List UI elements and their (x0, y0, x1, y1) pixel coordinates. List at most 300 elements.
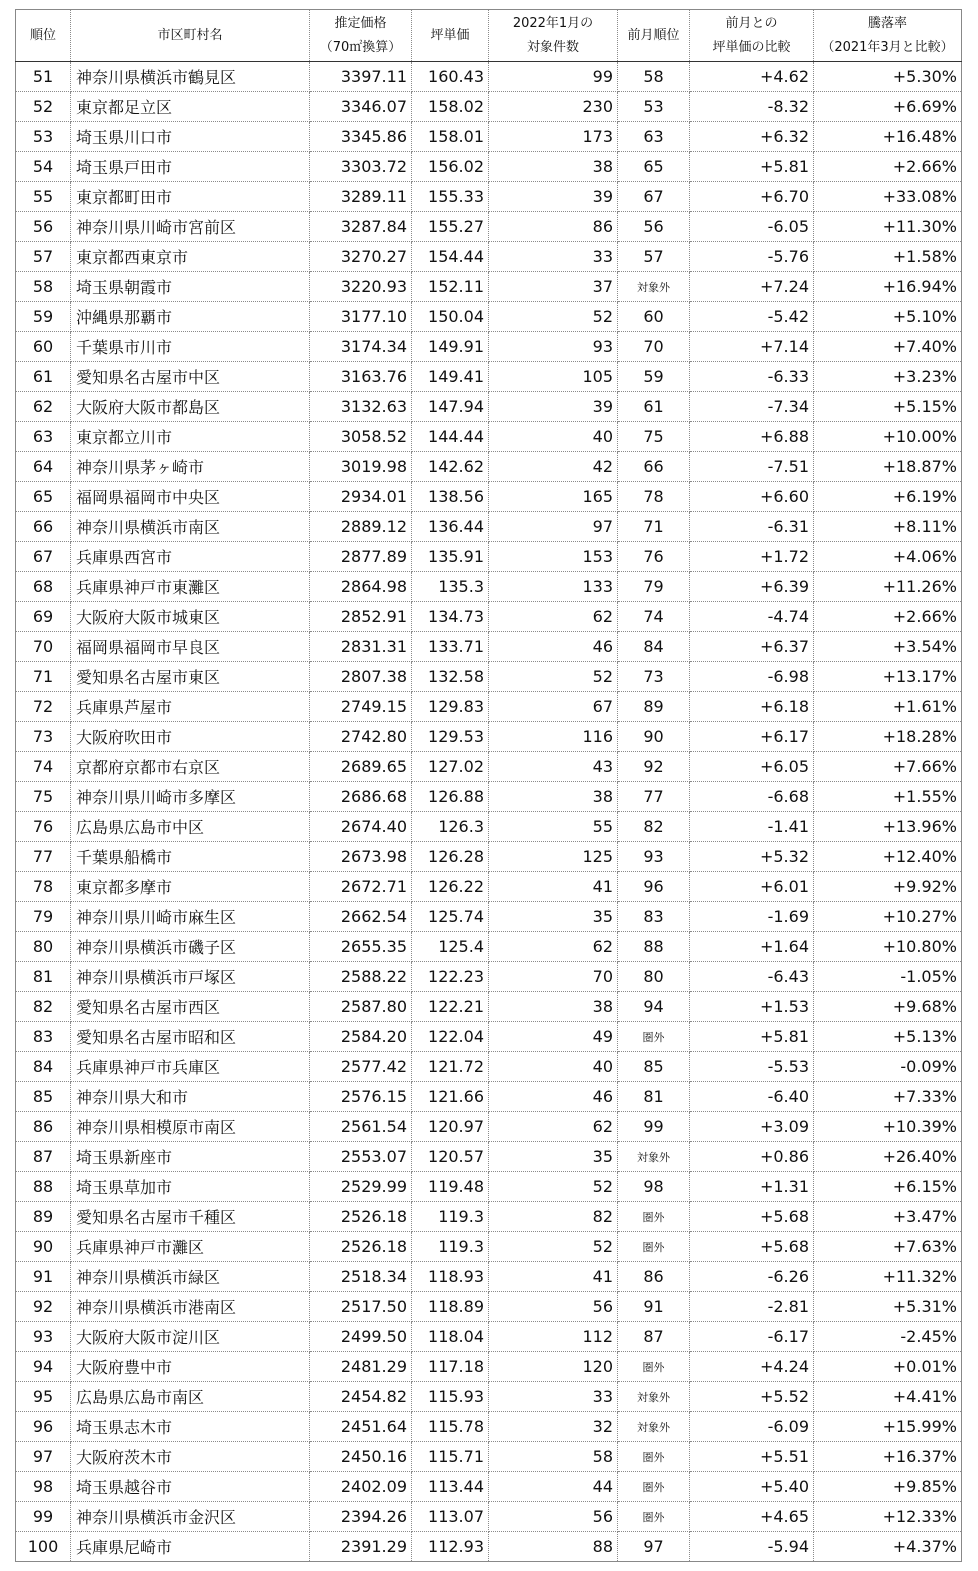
cell-prev-rank: 圏外 (618, 1352, 690, 1382)
cell-count: 33 (489, 1382, 618, 1412)
cell-prev-rank: 74 (618, 602, 690, 632)
cell-diff: +5.40 (690, 1472, 814, 1502)
cell-prev-rank: 圏外 (618, 1442, 690, 1472)
cell-municipality: 東京都西東京市 (71, 242, 310, 272)
cell-rate: +4.06% (814, 542, 962, 572)
cell-tsubo-price: 138.56 (412, 482, 489, 512)
cell-estimated-price: 3289.11 (310, 182, 412, 212)
table-row (16, 392, 962, 422)
cell-prev-rank: 77 (618, 782, 690, 812)
cell-rate: +1.55% (814, 782, 962, 812)
cell-estimated-price: 3058.52 (310, 422, 412, 452)
cell-tsubo-price: 120.57 (412, 1142, 489, 1172)
cell-tsubo-price: 158.02 (412, 92, 489, 122)
cell-rate: +12.40% (814, 842, 962, 872)
cell-municipality: 東京都多摩市 (71, 872, 310, 902)
cell-rate: +5.10% (814, 302, 962, 332)
cell-rate: +5.13% (814, 1022, 962, 1052)
cell-tsubo-price: 158.01 (412, 122, 489, 152)
cell-prev-rank: 73 (618, 662, 690, 692)
cell-estimated-price: 2561.54 (310, 1112, 412, 1142)
cell-count: 39 (489, 182, 618, 212)
cell-diff: +0.86 (690, 1142, 814, 1172)
cell-rate: +18.28% (814, 722, 962, 752)
cell-rate: +11.32% (814, 1262, 962, 1292)
cell-estimated-price: 2518.34 (310, 1262, 412, 1292)
cell-rank: 66 (16, 512, 71, 542)
cell-rate: +3.47% (814, 1202, 962, 1232)
table-row (16, 692, 962, 722)
cell-diff: -8.32 (690, 92, 814, 122)
cell-municipality: 千葉県船橋市 (71, 842, 310, 872)
table-row (16, 572, 962, 602)
table-row (16, 1532, 962, 1562)
cell-rate: +16.48% (814, 122, 962, 152)
header-name (71, 10, 310, 62)
cell-prev-rank: 96 (618, 872, 690, 902)
cell-rate: +5.15% (814, 392, 962, 422)
cell-estimated-price: 2662.54 (310, 902, 412, 932)
cell-diff: +3.09 (690, 1112, 814, 1142)
cell-prev-rank: 90 (618, 722, 690, 752)
cell-tsubo-price: 113.07 (412, 1502, 489, 1532)
cell-municipality: 神奈川県横浜市鶴見区 (71, 62, 310, 92)
cell-rate: +6.15% (814, 1172, 962, 1202)
header-diff-line1: 前月との (725, 15, 778, 31)
cell-prev-rank: 60 (618, 302, 690, 332)
table-row (16, 1112, 962, 1142)
cell-municipality: 愛知県名古屋市西区 (71, 992, 310, 1022)
cell-diff: +5.68 (690, 1202, 814, 1232)
cell-estimated-price: 2655.35 (310, 932, 412, 962)
cell-diff: +6.88 (690, 422, 814, 452)
cell-prev-rank: 65 (618, 152, 690, 182)
cell-municipality: 埼玉県新座市 (71, 1142, 310, 1172)
cell-prev-rank: 67 (618, 182, 690, 212)
cell-count: 44 (489, 1472, 618, 1502)
cell-count: 40 (489, 422, 618, 452)
cell-estimated-price: 2852.91 (310, 602, 412, 632)
table-row (16, 812, 962, 842)
cell-tsubo-price: 112.93 (412, 1532, 489, 1562)
cell-rank: 83 (16, 1022, 71, 1052)
cell-municipality: 福岡県福岡市早良区 (71, 632, 310, 662)
cell-rank: 95 (16, 1382, 71, 1412)
cell-tsubo-price: 129.83 (412, 692, 489, 722)
cell-municipality: 沖縄県那覇市 (71, 302, 310, 332)
cell-tsubo-price: 117.18 (412, 1352, 489, 1382)
cell-municipality: 兵庫県神戸市兵庫区 (71, 1052, 310, 1082)
cell-rate: -0.09% (814, 1052, 962, 1082)
cell-prev-rank: 圏外 (618, 1502, 690, 1532)
cell-count: 38 (489, 782, 618, 812)
cell-municipality: 大阪府大阪市城東区 (71, 602, 310, 632)
table-row (16, 122, 962, 152)
cell-prev-rank: 71 (618, 512, 690, 542)
cell-rate: +3.54% (814, 632, 962, 662)
cell-prev-rank: 75 (618, 422, 690, 452)
cell-rank: 56 (16, 212, 71, 242)
cell-tsubo-price: 121.66 (412, 1082, 489, 1112)
cell-count: 42 (489, 452, 618, 482)
cell-tsubo-price: 118.93 (412, 1262, 489, 1292)
table-row (16, 872, 962, 902)
cell-rate: +11.30% (814, 212, 962, 242)
header-prev-rank-label: 前月順位 (627, 27, 680, 43)
header-count-line2: 対象件数 (526, 39, 579, 55)
cell-rank: 87 (16, 1142, 71, 1172)
cell-diff: -6.68 (690, 782, 814, 812)
cell-tsubo-price: 127.02 (412, 752, 489, 782)
cell-count: 82 (489, 1202, 618, 1232)
table-row (16, 212, 962, 242)
cell-tsubo-price: 144.44 (412, 422, 489, 452)
cell-diff: +5.32 (690, 842, 814, 872)
cell-count: 56 (489, 1292, 618, 1322)
table-row (16, 752, 962, 782)
cell-rate: +6.69% (814, 92, 962, 122)
cell-estimated-price: 3345.86 (310, 122, 412, 152)
cell-estimated-price: 3019.98 (310, 452, 412, 482)
header-count-line1: 2022年1月の (512, 15, 594, 31)
cell-rate: +7.33% (814, 1082, 962, 1112)
cell-rank: 59 (16, 302, 71, 332)
cell-tsubo-price: 129.53 (412, 722, 489, 752)
cell-municipality: 埼玉県朝霞市 (71, 272, 310, 302)
cell-diff: +1.72 (690, 542, 814, 572)
cell-municipality: 兵庫県西宮市 (71, 542, 310, 572)
cell-diff: +5.51 (690, 1442, 814, 1472)
cell-count: 41 (489, 872, 618, 902)
cell-rank: 57 (16, 242, 71, 272)
cell-municipality: 東京都足立区 (71, 92, 310, 122)
table-row (16, 362, 962, 392)
cell-estimated-price: 2553.07 (310, 1142, 412, 1172)
cell-tsubo-price: 119.3 (412, 1202, 489, 1232)
cell-diff: -6.05 (690, 212, 814, 242)
cell-diff: +5.52 (690, 1382, 814, 1412)
table-row (16, 1292, 962, 1322)
cell-tsubo-price: 119.3 (412, 1232, 489, 1262)
cell-diff: -5.76 (690, 242, 814, 272)
cell-tsubo-price: 155.27 (412, 212, 489, 242)
cell-tsubo-price: 118.04 (412, 1322, 489, 1352)
cell-count: 97 (489, 512, 618, 542)
header-price-line2: （70㎡換算） (319, 39, 402, 55)
cell-count: 39 (489, 392, 618, 422)
cell-count: 62 (489, 1112, 618, 1142)
cell-prev-rank: 92 (618, 752, 690, 782)
header-prev-rank (618, 10, 690, 62)
cell-diff: -4.74 (690, 602, 814, 632)
cell-municipality: 広島県広島市南区 (71, 1382, 310, 1412)
cell-municipality: 大阪府豊中市 (71, 1352, 310, 1382)
cell-rank: 88 (16, 1172, 71, 1202)
cell-rank: 73 (16, 722, 71, 752)
cell-estimated-price: 2450.16 (310, 1442, 412, 1472)
cell-prev-rank: 87 (618, 1322, 690, 1352)
cell-estimated-price: 2674.40 (310, 812, 412, 842)
cell-count: 52 (489, 662, 618, 692)
cell-rate: +9.68% (814, 992, 962, 1022)
cell-estimated-price: 3220.93 (310, 272, 412, 302)
cell-prev-rank: 94 (618, 992, 690, 1022)
cell-count: 32 (489, 1412, 618, 1442)
cell-diff: +5.68 (690, 1232, 814, 1262)
table-row (16, 542, 962, 572)
cell-rate: +3.23% (814, 362, 962, 392)
cell-prev-rank: 70 (618, 332, 690, 362)
cell-tsubo-price: 125.4 (412, 932, 489, 962)
cell-municipality: 埼玉県戸田市 (71, 152, 310, 182)
cell-diff: -5.94 (690, 1532, 814, 1562)
cell-estimated-price: 2588.22 (310, 962, 412, 992)
cell-estimated-price: 2672.71 (310, 872, 412, 902)
cell-tsubo-price: 119.48 (412, 1172, 489, 1202)
table-row (16, 512, 962, 542)
cell-prev-rank: 圏外 (618, 1202, 690, 1232)
cell-rank: 85 (16, 1082, 71, 1112)
cell-rate: +7.40% (814, 332, 962, 362)
cell-count: 105 (489, 362, 618, 392)
cell-tsubo-price: 133.71 (412, 632, 489, 662)
cell-estimated-price: 2831.31 (310, 632, 412, 662)
header-tsubo (412, 10, 489, 62)
table-row (16, 182, 962, 212)
table-row (16, 1322, 962, 1352)
cell-rate: +7.66% (814, 752, 962, 782)
cell-municipality: 兵庫県神戸市東灘区 (71, 572, 310, 602)
cell-diff: +6.05 (690, 752, 814, 782)
cell-rate: +13.17% (814, 662, 962, 692)
cell-count: 35 (489, 902, 618, 932)
cell-prev-rank: 57 (618, 242, 690, 272)
header-name-label: 市区町村名 (157, 27, 223, 43)
table-row (16, 1142, 962, 1172)
cell-diff: +5.81 (690, 1022, 814, 1052)
cell-estimated-price: 2394.26 (310, 1502, 412, 1532)
cell-rank: 67 (16, 542, 71, 572)
table-row (16, 962, 962, 992)
cell-diff: +4.65 (690, 1502, 814, 1532)
table-row (16, 422, 962, 452)
cell-rank: 91 (16, 1262, 71, 1292)
table-row (16, 1022, 962, 1052)
cell-tsubo-price: 126.22 (412, 872, 489, 902)
header-price-line1: 推定価格 (334, 15, 387, 31)
cell-rank: 55 (16, 182, 71, 212)
cell-prev-rank: 圏外 (618, 1022, 690, 1052)
cell-municipality: 神奈川県横浜市緑区 (71, 1262, 310, 1292)
table-row (16, 1382, 962, 1412)
cell-rank: 61 (16, 362, 71, 392)
cell-estimated-price: 2742.80 (310, 722, 412, 752)
cell-prev-rank: 91 (618, 1292, 690, 1322)
table-row (16, 242, 962, 272)
cell-estimated-price: 2454.82 (310, 1382, 412, 1412)
cell-count: 116 (489, 722, 618, 752)
cell-municipality: 神奈川県相模原市南区 (71, 1112, 310, 1142)
cell-count: 35 (489, 1142, 618, 1172)
cell-prev-rank: 対象外 (618, 1412, 690, 1442)
cell-rank: 94 (16, 1352, 71, 1382)
cell-rate: +4.41% (814, 1382, 962, 1412)
cell-diff: -6.09 (690, 1412, 814, 1442)
cell-rate: +26.40% (814, 1142, 962, 1172)
cell-prev-rank: 対象外 (618, 272, 690, 302)
cell-diff: +4.24 (690, 1352, 814, 1382)
header-count (489, 10, 618, 62)
cell-tsubo-price: 149.41 (412, 362, 489, 392)
cell-tsubo-price: 126.3 (412, 812, 489, 842)
cell-tsubo-price: 142.62 (412, 452, 489, 482)
cell-municipality: 大阪府吹田市 (71, 722, 310, 752)
cell-diff: -6.26 (690, 1262, 814, 1292)
table-row (16, 992, 962, 1022)
cell-count: 230 (489, 92, 618, 122)
cell-municipality: 神奈川県横浜市金沢区 (71, 1502, 310, 1532)
cell-rank: 78 (16, 872, 71, 902)
cell-municipality: 神奈川県大和市 (71, 1082, 310, 1112)
cell-diff: +6.60 (690, 482, 814, 512)
cell-municipality: 神奈川県茅ヶ崎市 (71, 452, 310, 482)
ranking-table (15, 9, 962, 1562)
table-row (16, 1232, 962, 1262)
cell-rank: 63 (16, 422, 71, 452)
cell-prev-rank: 76 (618, 542, 690, 572)
cell-rate: +9.92% (814, 872, 962, 902)
cell-estimated-price: 2576.15 (310, 1082, 412, 1112)
cell-diff: -7.51 (690, 452, 814, 482)
cell-diff: +7.14 (690, 332, 814, 362)
cell-prev-rank: 98 (618, 1172, 690, 1202)
table-row (16, 62, 962, 92)
cell-prev-rank: 対象外 (618, 1382, 690, 1412)
cell-rate: +7.63% (814, 1232, 962, 1262)
table-row (16, 1202, 962, 1232)
cell-rank: 72 (16, 692, 71, 722)
cell-rank: 53 (16, 122, 71, 152)
cell-rank: 100 (16, 1532, 71, 1562)
cell-estimated-price: 3397.11 (310, 62, 412, 92)
cell-tsubo-price: 120.97 (412, 1112, 489, 1142)
cell-prev-rank: 圏外 (618, 1232, 690, 1262)
cell-rank: 81 (16, 962, 71, 992)
cell-municipality: 愛知県名古屋市中区 (71, 362, 310, 392)
cell-municipality: 千葉県市川市 (71, 332, 310, 362)
cell-rank: 54 (16, 152, 71, 182)
cell-tsubo-price: 113.44 (412, 1472, 489, 1502)
cell-municipality: 京都府京都市右京区 (71, 752, 310, 782)
cell-estimated-price: 2889.12 (310, 512, 412, 542)
cell-rate: +9.85% (814, 1472, 962, 1502)
cell-prev-rank: 83 (618, 902, 690, 932)
cell-tsubo-price: 135.3 (412, 572, 489, 602)
table-row (16, 152, 962, 182)
cell-rank: 99 (16, 1502, 71, 1532)
cell-rate: +8.11% (814, 512, 962, 542)
cell-rate: +1.58% (814, 242, 962, 272)
cell-rate: +2.66% (814, 602, 962, 632)
cell-count: 67 (489, 692, 618, 722)
cell-rank: 51 (16, 62, 71, 92)
cell-diff: +6.37 (690, 632, 814, 662)
cell-rank: 97 (16, 1442, 71, 1472)
cell-rank: 96 (16, 1412, 71, 1442)
cell-count: 37 (489, 272, 618, 302)
table-row (16, 1082, 962, 1112)
table-row (16, 662, 962, 692)
cell-municipality: 埼玉県草加市 (71, 1172, 310, 1202)
cell-count: 133 (489, 572, 618, 602)
cell-count: 33 (489, 242, 618, 272)
cell-rate: +2.66% (814, 152, 962, 182)
cell-tsubo-price: 147.94 (412, 392, 489, 422)
header-diff-line2: 坪単価の比較 (712, 39, 791, 55)
cell-count: 112 (489, 1322, 618, 1352)
cell-tsubo-price: 126.28 (412, 842, 489, 872)
cell-municipality: 神奈川県横浜市南区 (71, 512, 310, 542)
cell-diff: -6.33 (690, 362, 814, 392)
cell-diff: -5.53 (690, 1052, 814, 1082)
cell-rank: 93 (16, 1322, 71, 1352)
cell-municipality: 東京都立川市 (71, 422, 310, 452)
table-row (16, 1262, 962, 1292)
cell-count: 93 (489, 332, 618, 362)
table-row (16, 632, 962, 662)
cell-rate: -1.05% (814, 962, 962, 992)
cell-tsubo-price: 160.43 (412, 62, 489, 92)
cell-count: 120 (489, 1352, 618, 1382)
cell-municipality: 神奈川県川崎市多摩区 (71, 782, 310, 812)
table-row (16, 482, 962, 512)
table-row (16, 1172, 962, 1202)
cell-count: 38 (489, 992, 618, 1022)
cell-estimated-price: 2451.64 (310, 1412, 412, 1442)
cell-tsubo-price: 125.74 (412, 902, 489, 932)
cell-rank: 65 (16, 482, 71, 512)
cell-prev-rank: 対象外 (618, 1142, 690, 1172)
cell-diff: +6.18 (690, 692, 814, 722)
cell-prev-rank: 88 (618, 932, 690, 962)
cell-municipality: 大阪府大阪市淀川区 (71, 1322, 310, 1352)
cell-municipality: 埼玉県越谷市 (71, 1472, 310, 1502)
cell-rate: +10.27% (814, 902, 962, 932)
cell-municipality: 愛知県名古屋市千種区 (71, 1202, 310, 1232)
cell-rank: 76 (16, 812, 71, 842)
table-row (16, 1442, 962, 1472)
cell-diff: +6.70 (690, 182, 814, 212)
cell-count: 62 (489, 932, 618, 962)
cell-diff: +1.64 (690, 932, 814, 962)
cell-estimated-price: 3287.84 (310, 212, 412, 242)
cell-rank: 86 (16, 1112, 71, 1142)
cell-diff: -6.40 (690, 1082, 814, 1112)
cell-rank: 69 (16, 602, 71, 632)
cell-count: 62 (489, 602, 618, 632)
cell-estimated-price: 2864.98 (310, 572, 412, 602)
cell-estimated-price: 3346.07 (310, 92, 412, 122)
cell-rank: 84 (16, 1052, 71, 1082)
cell-municipality: 福岡県福岡市中央区 (71, 482, 310, 512)
cell-rank: 60 (16, 332, 71, 362)
cell-municipality: 神奈川県横浜市磯子区 (71, 932, 310, 962)
cell-prev-rank: 99 (618, 1112, 690, 1142)
cell-tsubo-price: 152.11 (412, 272, 489, 302)
cell-estimated-price: 2391.29 (310, 1532, 412, 1562)
cell-estimated-price: 2584.20 (310, 1022, 412, 1052)
cell-rank: 64 (16, 452, 71, 482)
